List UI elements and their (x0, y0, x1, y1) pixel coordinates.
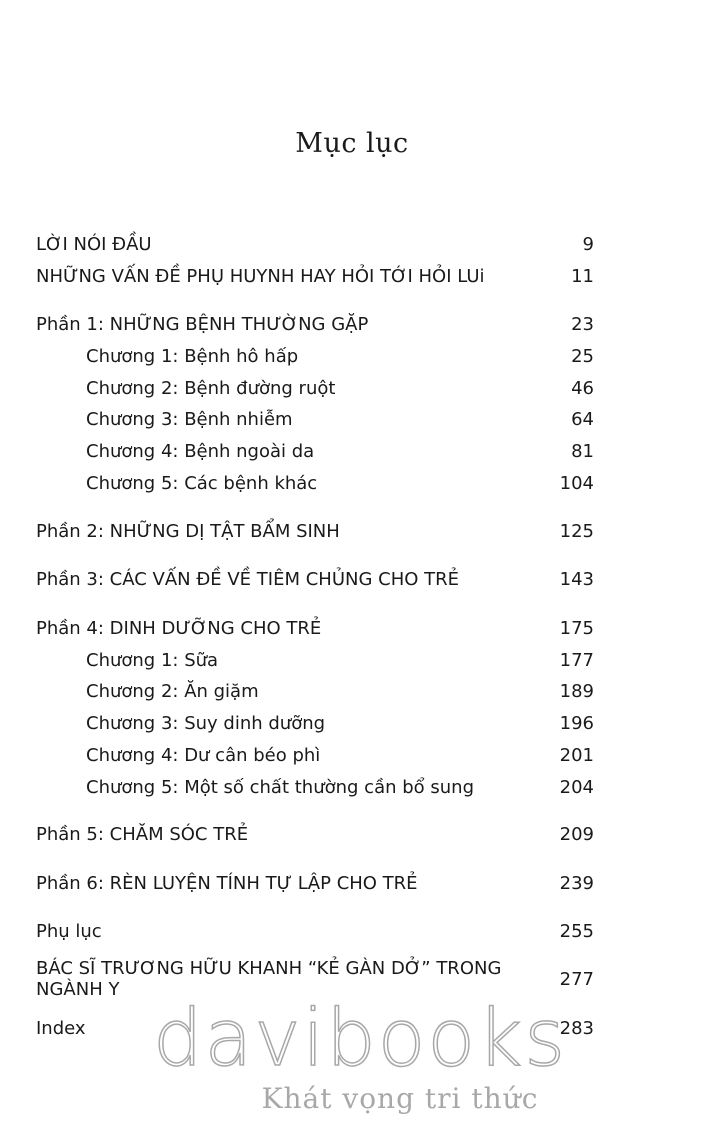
toc-entry-label: Phần 4: DINH DƯỠNG CHO TRẺ (36, 617, 322, 639)
toc-entry-page: 64 (571, 408, 594, 430)
toc-entry-label: BÁC SĨ TRƯƠNG HỮU KHANH “KẺ GÀN DỞ” TRONG NGÀNH Y (36, 958, 502, 1000)
toc-entry-label: NHỮNG VẤN ĐỀ PHỤ HUYNH HAY HỎI TỚI HỎI LUi (36, 265, 485, 287)
toc-entry-page: 209 (559, 823, 594, 845)
toc-entry-label: Index (36, 1017, 86, 1039)
toc-entry-page: 201 (559, 744, 594, 766)
toc-entry-page: 255 (559, 920, 594, 942)
toc-entry (36, 563, 594, 595)
toc-entry-label: Chương 3: Suy dinh dưỡng (86, 712, 326, 734)
toc-entry (36, 308, 594, 340)
toc-entry-page: 177 (559, 649, 594, 671)
toc-entry (36, 403, 594, 435)
toc-entry-page: 143 (559, 568, 594, 590)
toc-entry-label: Chương 5: Các bệnh khác (86, 472, 318, 494)
toc-entry (36, 818, 594, 850)
toc-entry-label: Phần 5: CHĂM SÓC TRẺ (36, 823, 249, 845)
toc-entry-page: 189 (559, 680, 594, 702)
toc-entry (36, 644, 594, 676)
toc-entry (36, 707, 594, 739)
toc-entry (36, 958, 594, 1000)
toc-entry-page: 81 (571, 440, 594, 462)
toc-entry (36, 260, 594, 292)
toc-entry-label: Chương 4: Bệnh ngoài da (86, 440, 315, 462)
toc-entry-page: 25 (571, 345, 594, 367)
toc-entry-label: Chương 4: Dư cân béo phì (86, 744, 321, 766)
watermark-brand: davibooks (153, 994, 567, 1084)
toc-entry-label: Phần 6: RÈN LUYỆN TÍNH TỰ LẬP CHO TRẺ (36, 872, 418, 894)
toc-entry (36, 675, 594, 707)
toc-entry (36, 515, 594, 547)
toc-entry-page: 104 (559, 472, 594, 494)
toc-entry (36, 915, 594, 947)
toc-entry-page: 283 (559, 1017, 594, 1039)
toc-entry (36, 340, 594, 372)
toc-entry-label: Chương 1: Sữa (86, 649, 219, 671)
toc-entry-page: 9 (582, 233, 594, 255)
toc-entry-label: Chương 5: Một số chất thường cần bổ sung (86, 776, 475, 798)
toc-entry (36, 435, 594, 467)
toc-entry (36, 467, 594, 499)
toc-entry (36, 867, 594, 899)
toc-entry-page: 125 (559, 520, 594, 542)
toc-entry-page: 204 (559, 776, 594, 798)
toc-entry-label: Phần 1: NHỮNG BỆNH THƯỜNG GẶP (36, 313, 369, 335)
watermark-tagline: Khát vọng tri thức (261, 1082, 539, 1115)
toc-entry (36, 1012, 594, 1044)
toc-entry-label: Chương 2: Bệnh đường ruột (86, 377, 336, 399)
toc-entry-page: 175 (559, 617, 594, 639)
toc-entry-page: 11 (571, 265, 594, 287)
toc-entry-page: 239 (559, 872, 594, 894)
toc-entry-page: 23 (571, 313, 594, 335)
toc-entry-page: 196 (559, 712, 594, 734)
toc-entry (36, 771, 594, 803)
toc-entry (36, 228, 594, 260)
toc-entry (36, 739, 594, 771)
toc-entry-label: Phần 2: NHỮNG DỊ TẬT BẨM SINH (36, 520, 340, 542)
page-title: Mục lục (295, 128, 409, 159)
toc-entry (36, 612, 594, 644)
toc-entry-label: Phụ lục (36, 920, 102, 942)
toc-entry-label: LỜI NÓI ĐẦU (36, 233, 152, 255)
toc-entry-label: Chương 3: Bệnh nhiễm (86, 408, 293, 430)
toc-entry (36, 372, 594, 404)
toc-entry-page: 46 (571, 377, 594, 399)
toc-entry-label: Chương 1: Bệnh hô hấp (86, 345, 299, 367)
toc-entry-label: Phần 3: CÁC VẤN ĐỀ VỀ TIÊM CHỦNG CHO TRẺ (36, 568, 459, 590)
toc-entry-label: Chương 2: Ăn giặm (86, 680, 259, 702)
toc-entry-page: 277 (559, 968, 594, 990)
